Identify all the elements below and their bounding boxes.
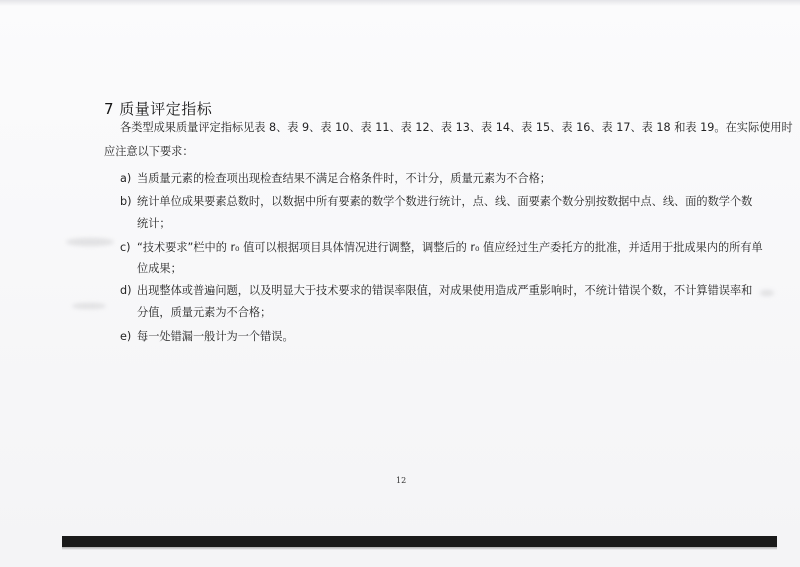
list-item-d-continuation: 分值，质量元素为不合格； — [137, 306, 272, 319]
list-item-c — [120, 239, 763, 255]
list-marker: e) — [120, 330, 132, 343]
list-item-b — [120, 193, 752, 209]
list-marker: d) — [120, 284, 132, 297]
list-item-text: 每一处错漏一般计为一个错误。 — [137, 330, 294, 343]
list-item-d — [120, 282, 752, 298]
list-marker: c) — [120, 241, 131, 254]
list-item-text: 出现整体或普遍问题，以及明显大于技术要求的错误率限值，对成果使用造成严重影响时，不统计错误个数，不计算错误率和 — [137, 284, 753, 297]
scan-smudge — [760, 290, 774, 296]
intro-paragraph-line-1: 各类型成果质量评定指标见表 8、表 9、表 10、表 11、表 12、表 13、表 14、表 15、表 16、表 17、表 18 和表 19。在实际使用时 — [120, 121, 793, 134]
list-item-text: 当质量元素的检查项出现检查结果不满足合格条件时，不计分，质量元素为不合格； — [137, 172, 551, 185]
scan-smudge — [72, 303, 106, 309]
list-item-a — [120, 170, 551, 186]
footer-rule — [62, 536, 777, 547]
intro-paragraph-line-2: 应注意以下要求： — [104, 145, 194, 158]
list-item-b-continuation: 统计； — [137, 217, 171, 230]
list-item-e — [120, 328, 294, 344]
list-item-text: 统计单位成果要素总数时，以数据中所有要素的数学个数进行统计，点、线、面要素个数分别按数据中点、线、面的数学个数 — [137, 195, 753, 208]
page-number: 12 — [396, 476, 407, 485]
list-item-c-continuation: 位成果； — [137, 262, 182, 275]
list-marker: a) — [120, 172, 132, 185]
scan-smudge — [66, 238, 114, 246]
section-title: 7 质量评定指标 — [104, 100, 213, 118]
list-item-text: “技术要求”栏中的 r₀ 值可以根据项目具体情况进行调整，调整后的 r₀ 值应经过生产委托方的批准，并适用于批成果内的所有单 — [137, 241, 763, 254]
footer-rule-shadow — [62, 547, 777, 550]
list-marker: b) — [120, 195, 132, 208]
scan-edge — [0, 0, 800, 6]
